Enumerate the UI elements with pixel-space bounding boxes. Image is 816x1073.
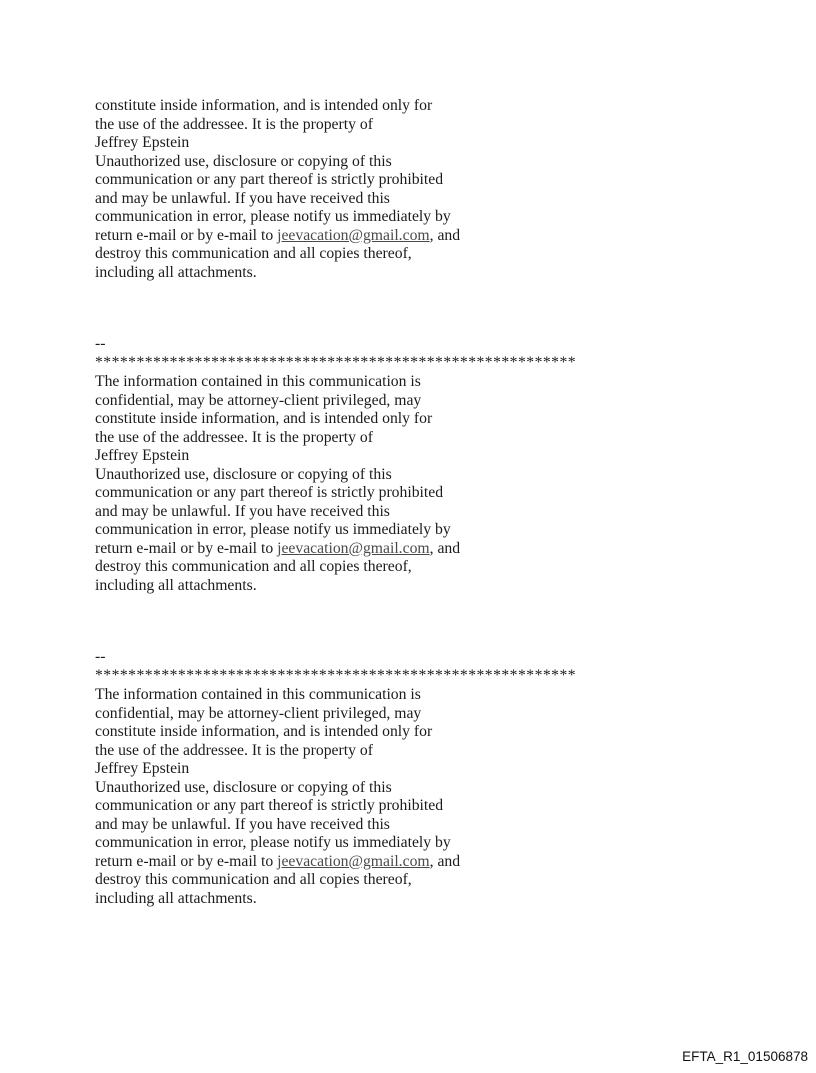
text-line: the use of the addressee. It is the property of [95, 741, 373, 759]
signature-separator-dashes: -- [95, 335, 106, 352]
text-line: The information contained in this communication is [95, 686, 421, 703]
text-line: Unauthorized use, disclosure or copying of this [95, 465, 392, 483]
email-link[interactable]: jeevacation@gmail.com [277, 539, 430, 557]
text-line: destroy this communication and all copies thereof, [95, 871, 412, 888]
text-line: and may be unlawful. If you have received this [95, 815, 390, 833]
text-line: communication in error, please notify us immediately by [95, 521, 451, 538]
email-line-suffix: , and [429, 226, 461, 244]
email-link[interactable]: jeevacation@gmail.com [277, 852, 430, 870]
text-line: constitute inside information, and is intended only for [95, 97, 433, 114]
disclaimer-block-2 [95, 335, 600, 595]
email-line-prefix: return e-mail or by e-mail to [95, 852, 278, 870]
text-line: communication in error, please notify us immediately by [95, 834, 451, 851]
text-line: communication or any part thereof is strictly prohibited [95, 797, 444, 814]
text-line: including all attachments. [95, 576, 257, 594]
email-line-prefix: return e-mail or by e-mail to [95, 539, 278, 557]
text-line: communication in error, please notify us immediately by [95, 208, 451, 225]
text-line: Unauthorized use, disclosure or copying of this [95, 152, 392, 170]
text-line: communication or any part thereof is strictly prohibited [95, 171, 444, 188]
text-line: destroy this communication and all copies thereof, [95, 558, 412, 575]
email-line-prefix: return e-mail or by e-mail to [95, 226, 278, 244]
disclaimer-block-1 [95, 97, 600, 282]
text-line: constitute inside information, and is intended only for [95, 723, 433, 740]
disclaimer-content [95, 97, 600, 908]
text-line: communication or any part thereof is strictly prohibited [95, 484, 444, 501]
text-line-with-email [95, 540, 600, 559]
text-line: confidential, may be attorney-client privileged, may [95, 391, 422, 409]
disclaimer-block-3 [95, 648, 600, 908]
signature-separator-asterisks: ********************************************************** [95, 353, 577, 371]
text-line: The information contained in this communication is [95, 373, 421, 390]
text-line: Jeffrey Epstein [95, 447, 190, 464]
text-line: confidential, may be attorney-client privileged, may [95, 704, 422, 722]
signature-separator-asterisks: ********************************************************** [95, 666, 577, 684]
text-line-with-email [95, 227, 600, 246]
disclaimer-paragraph [95, 373, 600, 595]
text-line: constitute inside information, and is intended only for [95, 410, 433, 427]
email-line-suffix: , and [429, 852, 461, 870]
text-line-with-email [95, 853, 600, 872]
bates-number: EFTA_R1_01506878 [682, 1049, 808, 1064]
text-line: including all attachments. [95, 889, 257, 907]
text-line: the use of the addressee. It is the property of [95, 115, 373, 133]
text-line: Jeffrey Epstein [95, 760, 190, 777]
text-line: and may be unlawful. If you have received this [95, 189, 390, 207]
text-line: Jeffrey Epstein [95, 134, 190, 151]
text-line: destroy this communication and all copies thereof, [95, 245, 412, 262]
signature-separator-dashes: -- [95, 648, 106, 665]
text-line: including all attachments. [95, 263, 257, 281]
text-line: and may be unlawful. If you have received this [95, 502, 390, 520]
email-line-suffix: , and [429, 539, 461, 557]
text-line: Unauthorized use, disclosure or copying of this [95, 778, 392, 796]
text-line: the use of the addressee. It is the property of [95, 428, 373, 446]
email-link[interactable]: jeevacation@gmail.com [277, 226, 430, 244]
disclaimer-paragraph [95, 686, 600, 908]
